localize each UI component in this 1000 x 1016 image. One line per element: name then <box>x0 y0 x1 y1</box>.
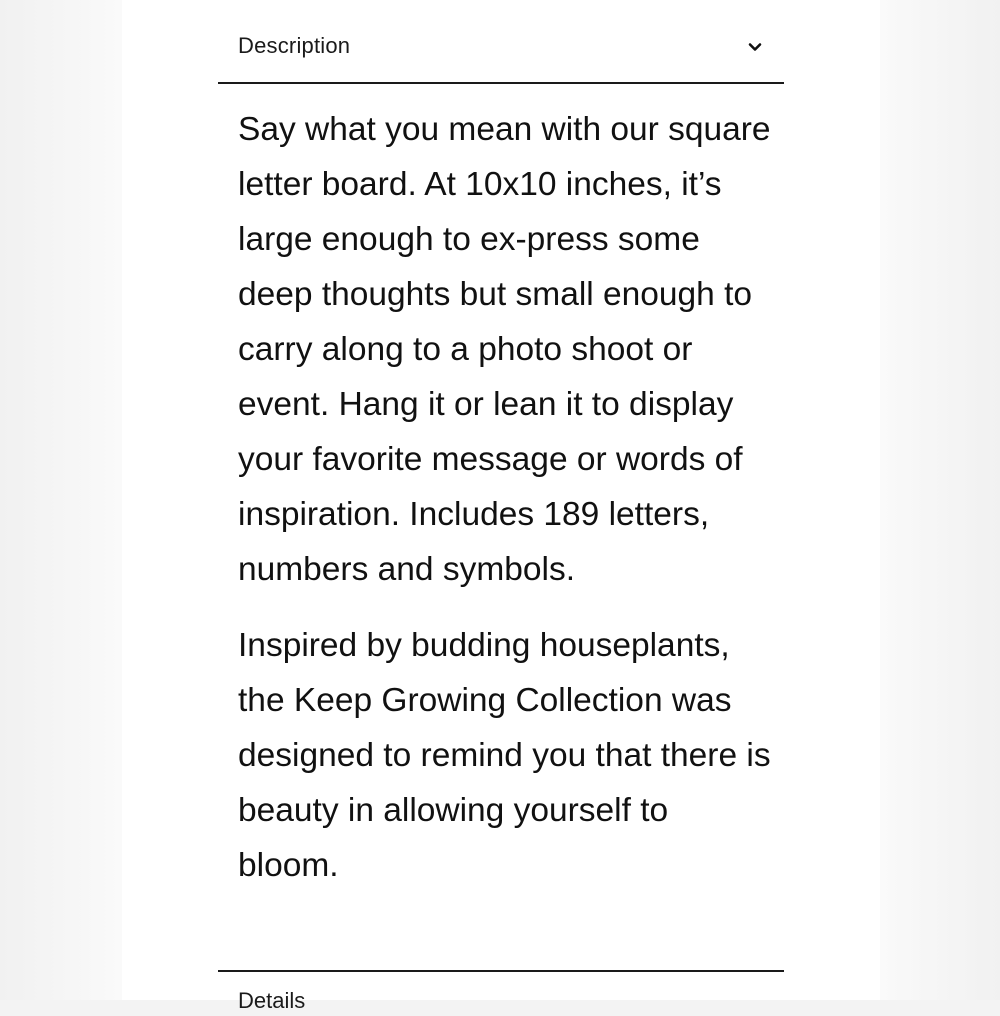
blurred-background-left <box>0 0 122 1000</box>
description-paragraph-1: Say what you mean with our square letter board. At 10x10 inches, it’s large enough to ex-press some deep thoughts but small enough to carry along to a photo shoot or event. Hang it or lean it to display your favorite message or words of inspiration. Includes 189 letters, numbers and symbols. <box>238 111 771 588</box>
section-divider <box>218 970 784 972</box>
chevron-down-icon <box>748 40 762 54</box>
description-content <box>238 102 778 893</box>
description-accordion-title: Description <box>238 33 351 58</box>
description-paragraph-2: Inspired by budding houseplants, the Keep Growing Collection was designed to remind you that there is beauty in allowing yourself to bloom. <box>238 627 771 884</box>
description-accordion-header[interactable] <box>218 0 784 84</box>
blurred-background-right <box>880 0 1000 1000</box>
details-accordion-header[interactable]: Details <box>238 988 306 1013</box>
product-description-panel <box>122 0 880 1013</box>
